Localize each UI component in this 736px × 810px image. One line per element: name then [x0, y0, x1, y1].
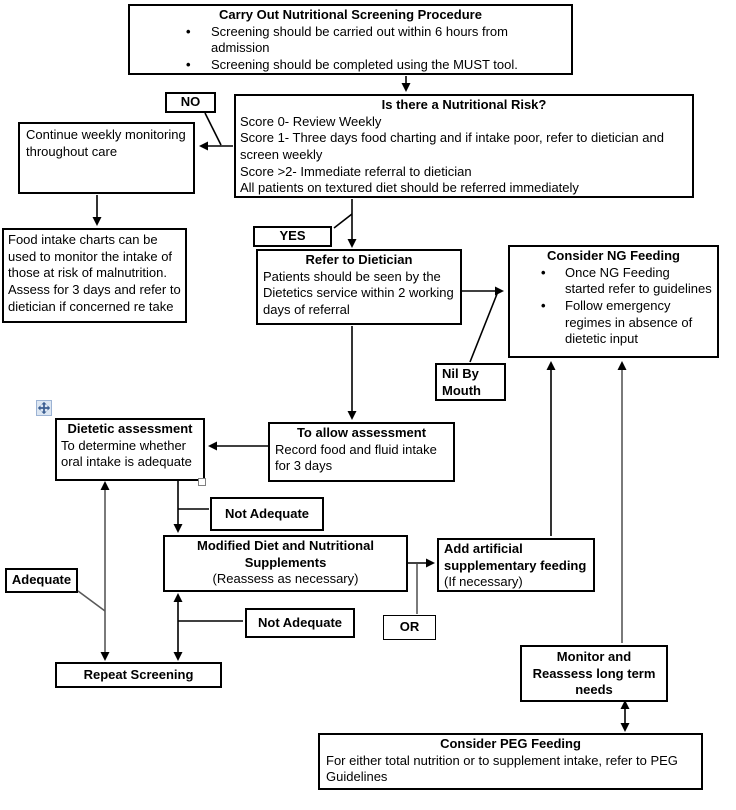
node-add-artificial-feeding — [437, 538, 595, 592]
node-subtitle: (If necessary) — [444, 574, 523, 590]
node-dietetic-assessment — [55, 418, 205, 481]
node-title: To allow assessment — [296, 425, 427, 440]
node-subtitle: (Reassess as necessary) — [212, 571, 359, 587]
risk-line: Score 1- Three days food charting and if intake poor, refer to dietician and screen weekly — [240, 130, 664, 162]
bullet-item: • Once NG Feeding started refer to guidelines — [515, 265, 712, 298]
four-way-arrows-glyph — [37, 401, 51, 415]
node-nutritional-risk — [234, 94, 694, 198]
label-not-adequate-bottom: Not Adequate — [245, 608, 355, 638]
risk-line: Score >2- Immediate referral to dietician — [240, 163, 472, 179]
node-consider-peg-feeding — [318, 733, 703, 790]
label-not-adequate-top: Not Adequate — [210, 497, 324, 531]
node-body: Patients should be seen by the Dietetics service within 2 working days of referral — [263, 268, 454, 317]
node-screening-procedure — [128, 4, 573, 75]
node-body: To determine whether oral intake is adequate — [61, 437, 192, 470]
node-title: Modified Diet and Nutritional Supplements — [197, 538, 374, 570]
label-or: OR — [383, 615, 436, 640]
node-title: Is there a Nutritional Risk? — [381, 97, 547, 112]
node-title: Refer to Dietician — [305, 252, 413, 267]
line-yes-connector — [334, 214, 352, 228]
label-nil-by-mouth: Nil By Mouth — [435, 363, 506, 401]
label-adequate: Adequate — [5, 568, 78, 593]
line-adequate-connector — [78, 591, 105, 611]
node-modified-diet-supplements — [163, 535, 408, 592]
node-title: Carry Out Nutritional Screening Procedure — [219, 7, 482, 22]
resize-handle-icon[interactable] — [198, 478, 206, 486]
bullet-item: • Screening should be completed using the MUST tool. — [136, 57, 565, 74]
risk-line: Score 0- Review Weekly — [240, 113, 382, 129]
risk-line: All patients on textured diet should be referred immediately — [240, 180, 579, 196]
bullet-item: • Follow emergency regimes in absence of dietetic input — [515, 298, 712, 348]
node-title: Consider NG Feeding — [547, 248, 680, 263]
bullet-item: • Screening should be carried out within 6 hours from admission — [136, 24, 565, 57]
node-continue-monitoring: Continue weekly monitoring throughout care — [18, 122, 195, 194]
node-title: Dietetic assessment — [67, 421, 193, 436]
move-handle-icon[interactable] — [36, 400, 52, 416]
node-repeat-screening: Repeat Screening — [55, 662, 222, 688]
node-body: Record food and fluid intake for 3 days — [275, 441, 437, 474]
node-monitor-reassess: Monitor and Reassess long term needs — [520, 645, 668, 702]
node-refer-to-dietician — [256, 249, 462, 325]
line-no-connector — [205, 113, 221, 145]
line-nil-by-mouth-connector — [470, 294, 497, 362]
node-food-intake-charts: Food intake charts can be used to monitor the intake of those at risk of malnutrition. Assess for 3 days and refer to dietician if concerned re take — [2, 228, 187, 323]
node-title: Consider PEG Feeding — [440, 736, 581, 751]
node-to-allow-assessment — [268, 422, 455, 482]
label-no: NO — [165, 92, 216, 113]
node-body: For either total nutrition or to supplement intake, refer to PEG Guidelines — [326, 752, 678, 785]
node-title: Add artificial supplementary feeding — [444, 541, 587, 573]
node-consider-ng-feeding — [508, 245, 719, 358]
label-yes: YES — [253, 226, 332, 247]
